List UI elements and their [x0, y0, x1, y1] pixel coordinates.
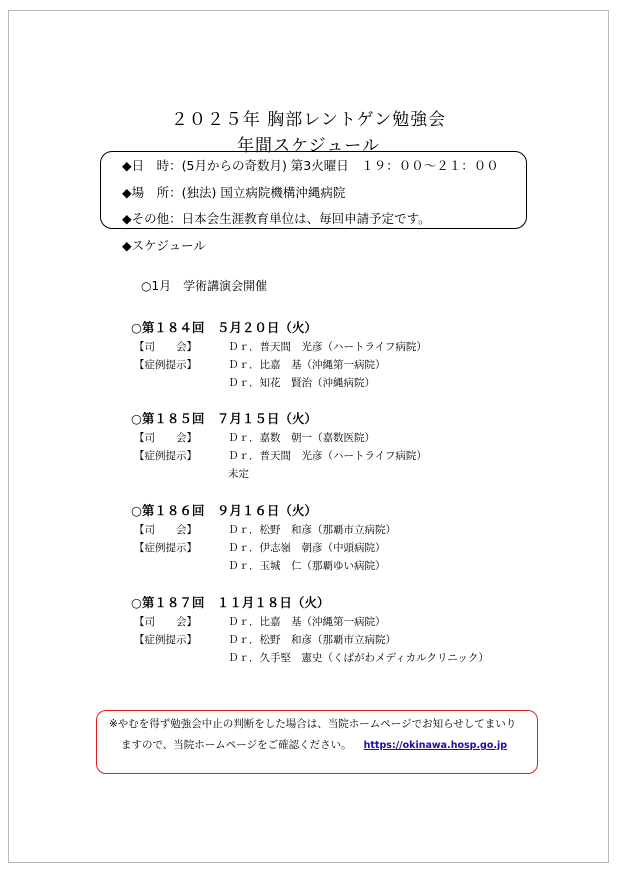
- session-header: ○第１８７回 １１月１８日（火）: [131, 595, 330, 610]
- session-row: [131, 374, 531, 392]
- session-row: [131, 447, 531, 465]
- session-186: [131, 501, 531, 575]
- document-title: ２０２５年 胸部レントゲン勉強会: [170, 110, 447, 130]
- role-label: 【症例提示】: [134, 634, 197, 646]
- session-187: [131, 593, 531, 667]
- person-name: Ｄｒ．松野 和彦（那覇市立病院）: [228, 524, 396, 536]
- notice-line-2-text: ますので、当院ホームページをご確認ください。: [121, 739, 352, 751]
- role-label: 【司 会】: [134, 432, 197, 444]
- session-header: ○第１８５回 ７月１５日（火）: [131, 411, 317, 426]
- session-row: [131, 631, 531, 649]
- session-row: [131, 465, 531, 483]
- session-row: [131, 613, 531, 631]
- document-subtitle: 年間スケジュール: [237, 136, 380, 156]
- role-label: 【症例提示】: [134, 359, 197, 371]
- person-name: Ｄｒ．普天間 光彦（ハートライフ病院）: [228, 341, 427, 353]
- session-header: ○第１８６回 ９月１６日（火）: [131, 503, 317, 518]
- session-184: [131, 318, 531, 392]
- person-name: Ｄｒ．嘉数 朝一（嘉数医院）: [228, 432, 375, 444]
- person-name: Ｄｒ．普天間 光彦（ハートライフ病院）: [228, 450, 427, 462]
- person-name: Ｄｒ．知花 賢治（沖縄病院）: [228, 377, 375, 389]
- session-row: [131, 521, 531, 539]
- session-row: [131, 338, 531, 356]
- info-place: ◆場 所：(独法) 国立病院機構沖縄病院: [122, 185, 346, 200]
- person-name: Ｄｒ．久手堅 憲史（くばがわメディカルクリニック）: [228, 652, 489, 664]
- person-name: Ｄｒ．比嘉 基（沖縄第一病院）: [228, 616, 386, 628]
- person-name: Ｄｒ．比嘉 基（沖縄第一病院）: [228, 359, 386, 371]
- info-other: ◆その他：日本会生涯教育単位は、毎回申請予定です。: [122, 211, 431, 226]
- info-datetime: ◆日 時：(5月からの奇数月) 第3火曜日 １９：００～２１：００: [122, 158, 499, 173]
- role-label: 【司 会】: [134, 341, 197, 353]
- role-label: 【症例提示】: [134, 542, 197, 554]
- person-name: Ｄｒ．松野 和彦（那覇市立病院）: [228, 634, 396, 646]
- january-lecture: ○1月 学術講演会開催: [141, 279, 268, 293]
- role-label: 【症例提示】: [134, 450, 197, 462]
- notice-line-2: [121, 737, 507, 752]
- role-label: 【司 会】: [134, 524, 197, 536]
- notice-line-1: ※やむを得ず勉強会中止の判断をした場合は、当院ホームページでお知らせしてまいり: [109, 718, 517, 730]
- session-185: [131, 409, 531, 483]
- session-row: [131, 356, 531, 374]
- session-row: [131, 539, 531, 557]
- person-name: 未定: [228, 468, 249, 480]
- person-name: Ｄｒ．伊志嶺 朝彦（中頭病院）: [228, 542, 386, 554]
- hospital-website-link[interactable]: https://okinawa.hosp.go.jp: [363, 740, 508, 751]
- person-name: Ｄｒ．玉城 仁（那覇ゆい病院）: [228, 560, 386, 572]
- session-row: [131, 429, 531, 447]
- session-row: [131, 557, 531, 575]
- session-header: ○第１８４回 ５月２０日（火）: [131, 320, 317, 335]
- schedule-heading: ◆スケジュール: [122, 238, 206, 253]
- role-label: 【司 会】: [134, 616, 197, 628]
- session-row: [131, 649, 531, 667]
